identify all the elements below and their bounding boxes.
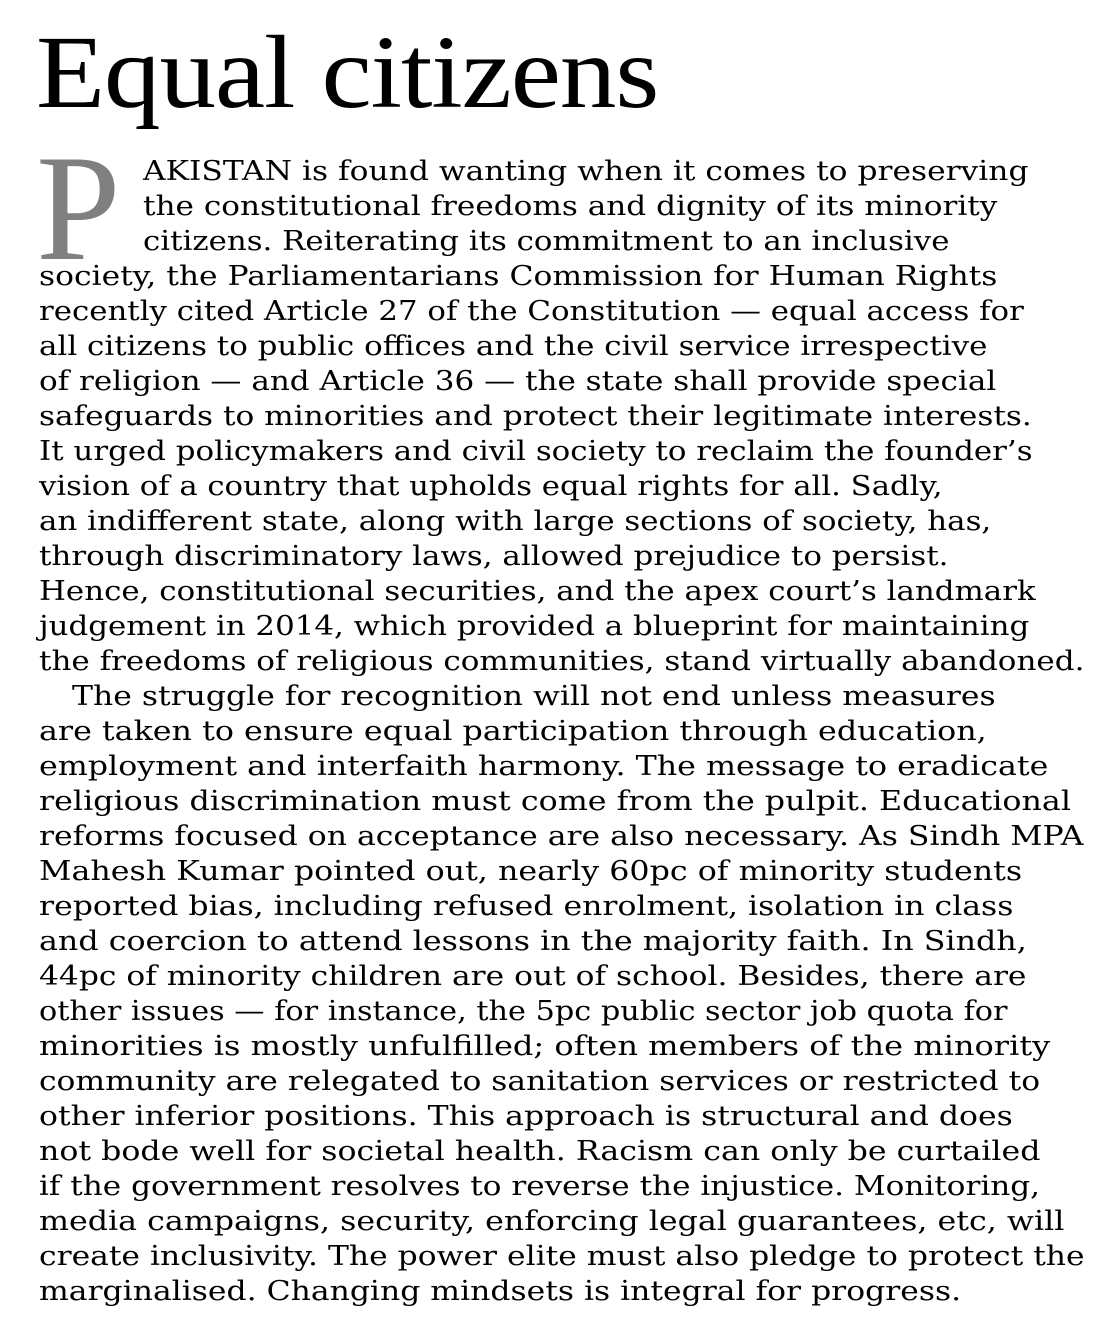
body-line: AKISTAN is found wanting when it comes to preserving xyxy=(143,155,1029,187)
body-line: reported bias, including refused enrolment, isolation in class xyxy=(39,890,1014,922)
body-line: recently cited Article 27 of the Constitution — equal access for xyxy=(39,295,1024,327)
body-line: Mahesh Kumar pointed out, nearly 60pc of minority students xyxy=(39,855,1023,887)
body-line: an indifferent state, along with large sections of society, has, xyxy=(39,505,992,537)
body-line: It urged policymakers and civil society to reclaim the founder’s xyxy=(39,435,1033,467)
body-line: through discriminatory laws, allowed prejudice to persist. xyxy=(39,540,949,572)
body-line: other issues — for instance, the 5pc public sector job quota for xyxy=(39,995,1008,1027)
drop-cap: P xyxy=(36,124,121,292)
body-line: citizens. Reiterating its commitment to an inclusive xyxy=(143,225,950,257)
body-line: are taken to ensure equal participation through education, xyxy=(39,715,987,747)
body-line: marginalised. Changing mindsets is integral for progress. xyxy=(39,1275,962,1307)
body-line: reforms focused on acceptance are also necessary. As Sindh MPA xyxy=(39,820,1084,852)
body-line: Hence, constitutional securities, and the apex court’s landmark xyxy=(39,575,1036,607)
body-line: religious discrimination must come from the pulpit. Educational xyxy=(39,785,1071,817)
body-line: and coercion to attend lessons in the majority faith. In Sindh, xyxy=(39,925,1027,957)
headline: Equal citizens xyxy=(36,15,659,130)
body-line: all citizens to public offices and the civil service irrespective xyxy=(39,330,988,362)
body-line: vision of a country that upholds equal rights for all. Sadly, xyxy=(39,470,943,502)
body-line: other inferior positions. This approach is structural and does xyxy=(39,1100,1013,1132)
body-line: the constitutional freedoms and dignity of its minority xyxy=(143,190,998,222)
body-line: the freedoms of religious communities, stand virtually abandoned. xyxy=(39,645,1085,677)
body-line: The struggle for recognition will not end unless measures xyxy=(72,680,996,712)
body-line: not bode well for societal health. Racism can only be curtailed xyxy=(39,1135,1041,1167)
body-line: 44pc of minority children are out of school. Besides, there are xyxy=(39,960,1027,992)
body-line: create inclusivity. The power elite must also pledge to protect the xyxy=(39,1240,1085,1272)
body-line: judgement in 2014, which provided a blueprint for maintaining xyxy=(39,610,1030,642)
body-line: community are relegated to sanitation services or restricted to xyxy=(39,1065,1041,1097)
body-line: safeguards to minorities and protect their legitimate interests. xyxy=(39,400,1032,432)
body-line: of religion — and Article 36 — the state shall provide special xyxy=(39,365,997,397)
body-line: employment and interfaith harmony. The message to eradicate xyxy=(39,750,1049,782)
body-line: media campaigns, security, enforcing legal guarantees, etc, will xyxy=(39,1205,1065,1237)
body-line: society, the Parliamentarians Commission for Human Rights xyxy=(39,260,998,292)
body-line: minorities is mostly unfulfilled; often members of the minority xyxy=(39,1030,1051,1062)
body-line: if the government resolves to reverse the injustice. Monitoring, xyxy=(39,1170,1041,1202)
